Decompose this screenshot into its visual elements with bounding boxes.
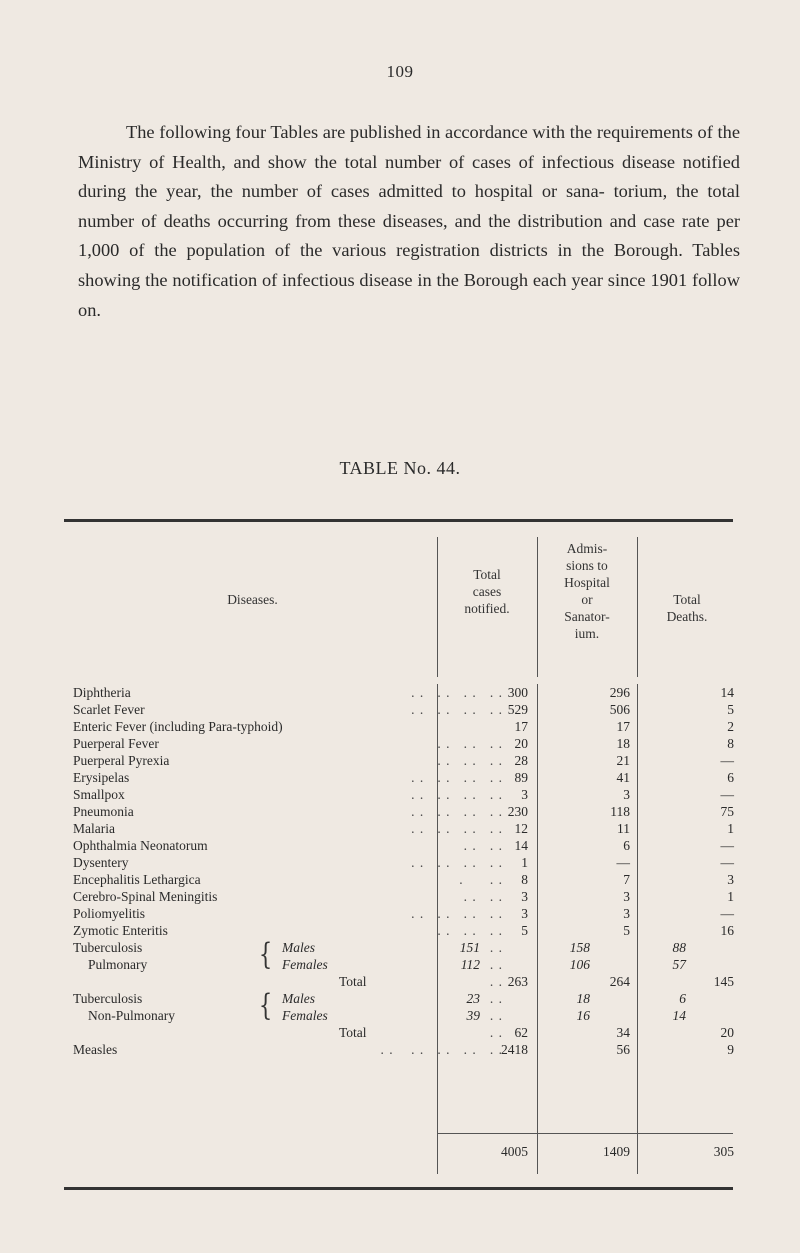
table-row [73, 905, 733, 922]
cell-deaths: — [720, 906, 734, 921]
row-sublabel: Males [282, 940, 315, 955]
cell-cases: 20 [514, 736, 528, 751]
row-leader-dots: . . . . . . . . [411, 821, 503, 836]
cell-cases: 3 [521, 906, 528, 921]
row-label: Poliomyelitis [73, 906, 146, 921]
row-label: Tuberculosis [73, 940, 143, 955]
cell-admissions: 16 [576, 1008, 590, 1023]
header-total-deaths-line: Total [673, 592, 701, 607]
cell-admissions: 118 [610, 804, 630, 819]
row-leader-dots: . . . . . . . . [411, 855, 503, 870]
row-leader-dots: . . . . . . . . [411, 906, 503, 921]
table-row [73, 786, 733, 803]
table-row [73, 939, 733, 956]
row-leader-dots: . . [489, 940, 503, 955]
brace-icon: { [258, 937, 273, 972]
cell-admissions: 41 [616, 770, 630, 785]
cell-admissions: 3 [623, 787, 630, 802]
row-leader-dots: . . [489, 1025, 503, 1040]
cell-cases: 62 [514, 1025, 528, 1040]
table-row [73, 769, 733, 786]
header-admissions-line: sions to [566, 558, 608, 573]
row-leader-dots: . . . . . . . . [411, 770, 503, 785]
row-leader-dots: . . [489, 957, 503, 972]
row-label: Encephalitis Lethargica [73, 872, 201, 887]
cell-deaths: — [720, 787, 734, 802]
cell-cases: 230 [507, 804, 528, 819]
row-label: Erysipelas [73, 770, 130, 785]
header-total-cases-line: notified. [464, 601, 510, 616]
cell-admissions: 264 [609, 974, 630, 989]
cell-cases: 28 [514, 753, 528, 768]
cell-deaths: 57 [672, 957, 686, 972]
row-sublabel: Females [282, 957, 328, 972]
row-label: Dysentery [73, 855, 129, 870]
table-row [73, 854, 733, 871]
row-leader-dots: . . . . . . . . . . [380, 1042, 503, 1057]
row-label: Smallpox [73, 787, 125, 802]
table-top-rule [64, 519, 733, 522]
cell-deaths: 6 [727, 770, 734, 785]
grand-total-row [73, 1143, 733, 1160]
row-leader-dots: . . . . . . [437, 923, 503, 938]
row-leader-dots: . . [489, 991, 503, 1006]
cell-deaths: 14 [672, 1008, 686, 1023]
cell-admissions: 6 [623, 838, 630, 853]
table-row [73, 837, 733, 854]
cell-deaths: 8 [727, 736, 734, 751]
row-label: Enteric Fever (including Para-typhoid) [73, 719, 283, 734]
cell-deaths: 88 [672, 940, 686, 955]
row-label: Measles [73, 1042, 118, 1057]
table-row [73, 803, 733, 820]
table-row [73, 1024, 733, 1041]
cell-admissions: 158 [569, 940, 590, 955]
cell-admissions: 106 [569, 957, 590, 972]
cell-cases: 263 [507, 974, 528, 989]
cell-deaths: 16 [720, 923, 734, 938]
table-row [73, 701, 733, 718]
row-label: Scarlet Fever [73, 702, 145, 717]
row-label: Ophthalmia Neonatorum [73, 838, 208, 853]
table-row [73, 752, 733, 769]
row-label: Puerperal Pyrexia [73, 753, 170, 768]
cell-admissions: 34 [616, 1025, 630, 1040]
header-admissions-line: Sanator- [564, 609, 610, 624]
table-row [73, 922, 733, 939]
table-title: TABLE No. 44. [339, 458, 461, 478]
table-bottom-rule [64, 1187, 733, 1190]
cell-cases: 112 [460, 957, 480, 972]
row-label: Pneumonia [73, 804, 134, 819]
row-leader-dots: . . . . . . [437, 753, 503, 768]
cell-deaths: 1 [727, 821, 734, 836]
header-total-cases-line: Total [473, 567, 501, 582]
cell-cases: 4005 [501, 1144, 528, 1159]
row-label: Malaria [73, 821, 115, 836]
header-diseases: Diseases. [227, 592, 278, 607]
cell-cases: 17 [514, 719, 528, 734]
cell-admissions: 5 [623, 923, 630, 938]
cell-deaths: 2 [727, 719, 734, 734]
cell-deaths: 3 [727, 872, 734, 887]
table-row [73, 684, 733, 701]
cell-admissions: 1409 [603, 1144, 630, 1159]
cell-deaths: 9 [727, 1042, 734, 1057]
header-admissions-line: Hospital [564, 575, 610, 590]
cell-cases: 39 [466, 1008, 480, 1023]
cell-cases: 1 [521, 855, 528, 870]
intro-paragraph: The following four Tables are published in accordance with the requirements of the Ministry of Health, and show the total number of cases of infectious disease notified during the year, the number of cases admitted to hospital or sana- torium, the total number of deaths occurring from these diseases, and the distribution and case rate per 1,000 of the population of the various registration districts in the Borough. Tables showing the notification of infectious disease in the Borough each year since 1901 follow on. [78, 122, 740, 320]
row-leader-dots: . . . . . . . . [411, 702, 503, 717]
cell-cases: 89 [514, 770, 528, 785]
row-label: Tuberculosis [73, 991, 143, 1006]
cell-cases: 8 [521, 872, 528, 887]
row-leader-dots: . . . . [463, 889, 503, 904]
header-admissions [538, 540, 636, 642]
cell-admissions: 56 [616, 1042, 630, 1057]
table-row [73, 990, 733, 1007]
row-label: Puerperal Fever [73, 736, 159, 751]
cell-admissions: 18 [576, 991, 590, 1006]
row-label: Pulmonary [88, 957, 148, 972]
table-row [73, 735, 733, 752]
row-sublabel: Females [282, 1008, 328, 1023]
header-total-cases [438, 566, 536, 617]
table-row [73, 718, 733, 735]
cell-cases: 23 [466, 991, 480, 1006]
row-sublabel: Total [339, 1025, 367, 1040]
cell-admissions: 18 [616, 736, 630, 751]
cell-cases: 14 [514, 838, 528, 853]
row-sublabel: Males [282, 991, 315, 1006]
total-row-rule [437, 1133, 733, 1134]
header-admissions-line: ium. [574, 626, 600, 641]
row-label: Non-Pulmonary [88, 1008, 175, 1023]
cell-admissions: 11 [617, 821, 630, 836]
table-row [73, 888, 733, 905]
brace-icon: { [258, 988, 273, 1023]
row-leader-dots: . . . . . . . . [411, 804, 503, 819]
row-leader-dots: . . . . [463, 838, 503, 853]
row-label: Zymotic Enteritis [73, 923, 168, 938]
table-row [73, 1007, 733, 1024]
cell-deaths: 14 [720, 685, 734, 700]
table-row [73, 820, 733, 837]
row-leader-dots: . . . . . . . . [411, 685, 503, 700]
cell-deaths: — [720, 838, 734, 853]
table-row [73, 1041, 733, 1058]
cell-cases: 300 [507, 685, 528, 700]
row-leader-dots: . . . . . . [437, 736, 503, 751]
cell-admissions: — [616, 855, 630, 870]
row-leader-dots: . . . . . . . . [411, 787, 503, 802]
cell-admissions: 7 [623, 872, 630, 887]
cell-admissions: 3 [623, 889, 630, 904]
cell-deaths: 145 [713, 974, 734, 989]
table-row [73, 956, 733, 973]
cell-deaths: 5 [727, 702, 734, 717]
header-total-deaths [638, 591, 736, 625]
row-sublabel: Total [339, 974, 367, 989]
header-total-cases-line: cases [472, 584, 502, 599]
cell-cases: 12 [514, 821, 528, 836]
row-label: Cerebro-Spinal Meningitis [73, 889, 218, 904]
header-admissions-line: Admis- [566, 541, 608, 556]
cell-deaths: — [720, 753, 734, 768]
cell-deaths: 75 [720, 804, 734, 819]
cell-cases: 529 [507, 702, 528, 717]
cell-cases: 3 [521, 787, 528, 802]
row-leader-dots: . . [489, 974, 503, 989]
cell-cases: 5 [521, 923, 528, 938]
table-row [73, 973, 733, 990]
page-number: 109 [386, 62, 414, 81]
header-total-deaths-line: Deaths. [666, 609, 708, 624]
cell-deaths: 305 [713, 1144, 734, 1159]
cell-deaths: 20 [720, 1025, 734, 1040]
cell-admissions: 3 [623, 906, 630, 921]
header-admissions-line: or [581, 592, 593, 607]
table-row [73, 871, 733, 888]
cell-cases: 3 [521, 889, 528, 904]
row-leader-dots: . . . [459, 872, 503, 887]
row-label: Diphtheria [73, 685, 131, 700]
cell-cases: 2418 [501, 1042, 528, 1057]
row-leader-dots: . . [489, 1008, 503, 1023]
cell-admissions: 21 [616, 753, 630, 768]
cell-cases: 151 [459, 940, 480, 955]
cell-deaths: 1 [727, 889, 734, 904]
cell-deaths: 6 [679, 991, 686, 1006]
cell-admissions: 296 [609, 685, 630, 700]
cell-admissions: 506 [609, 702, 630, 717]
cell-admissions: 17 [616, 719, 630, 734]
cell-deaths: — [720, 855, 734, 870]
